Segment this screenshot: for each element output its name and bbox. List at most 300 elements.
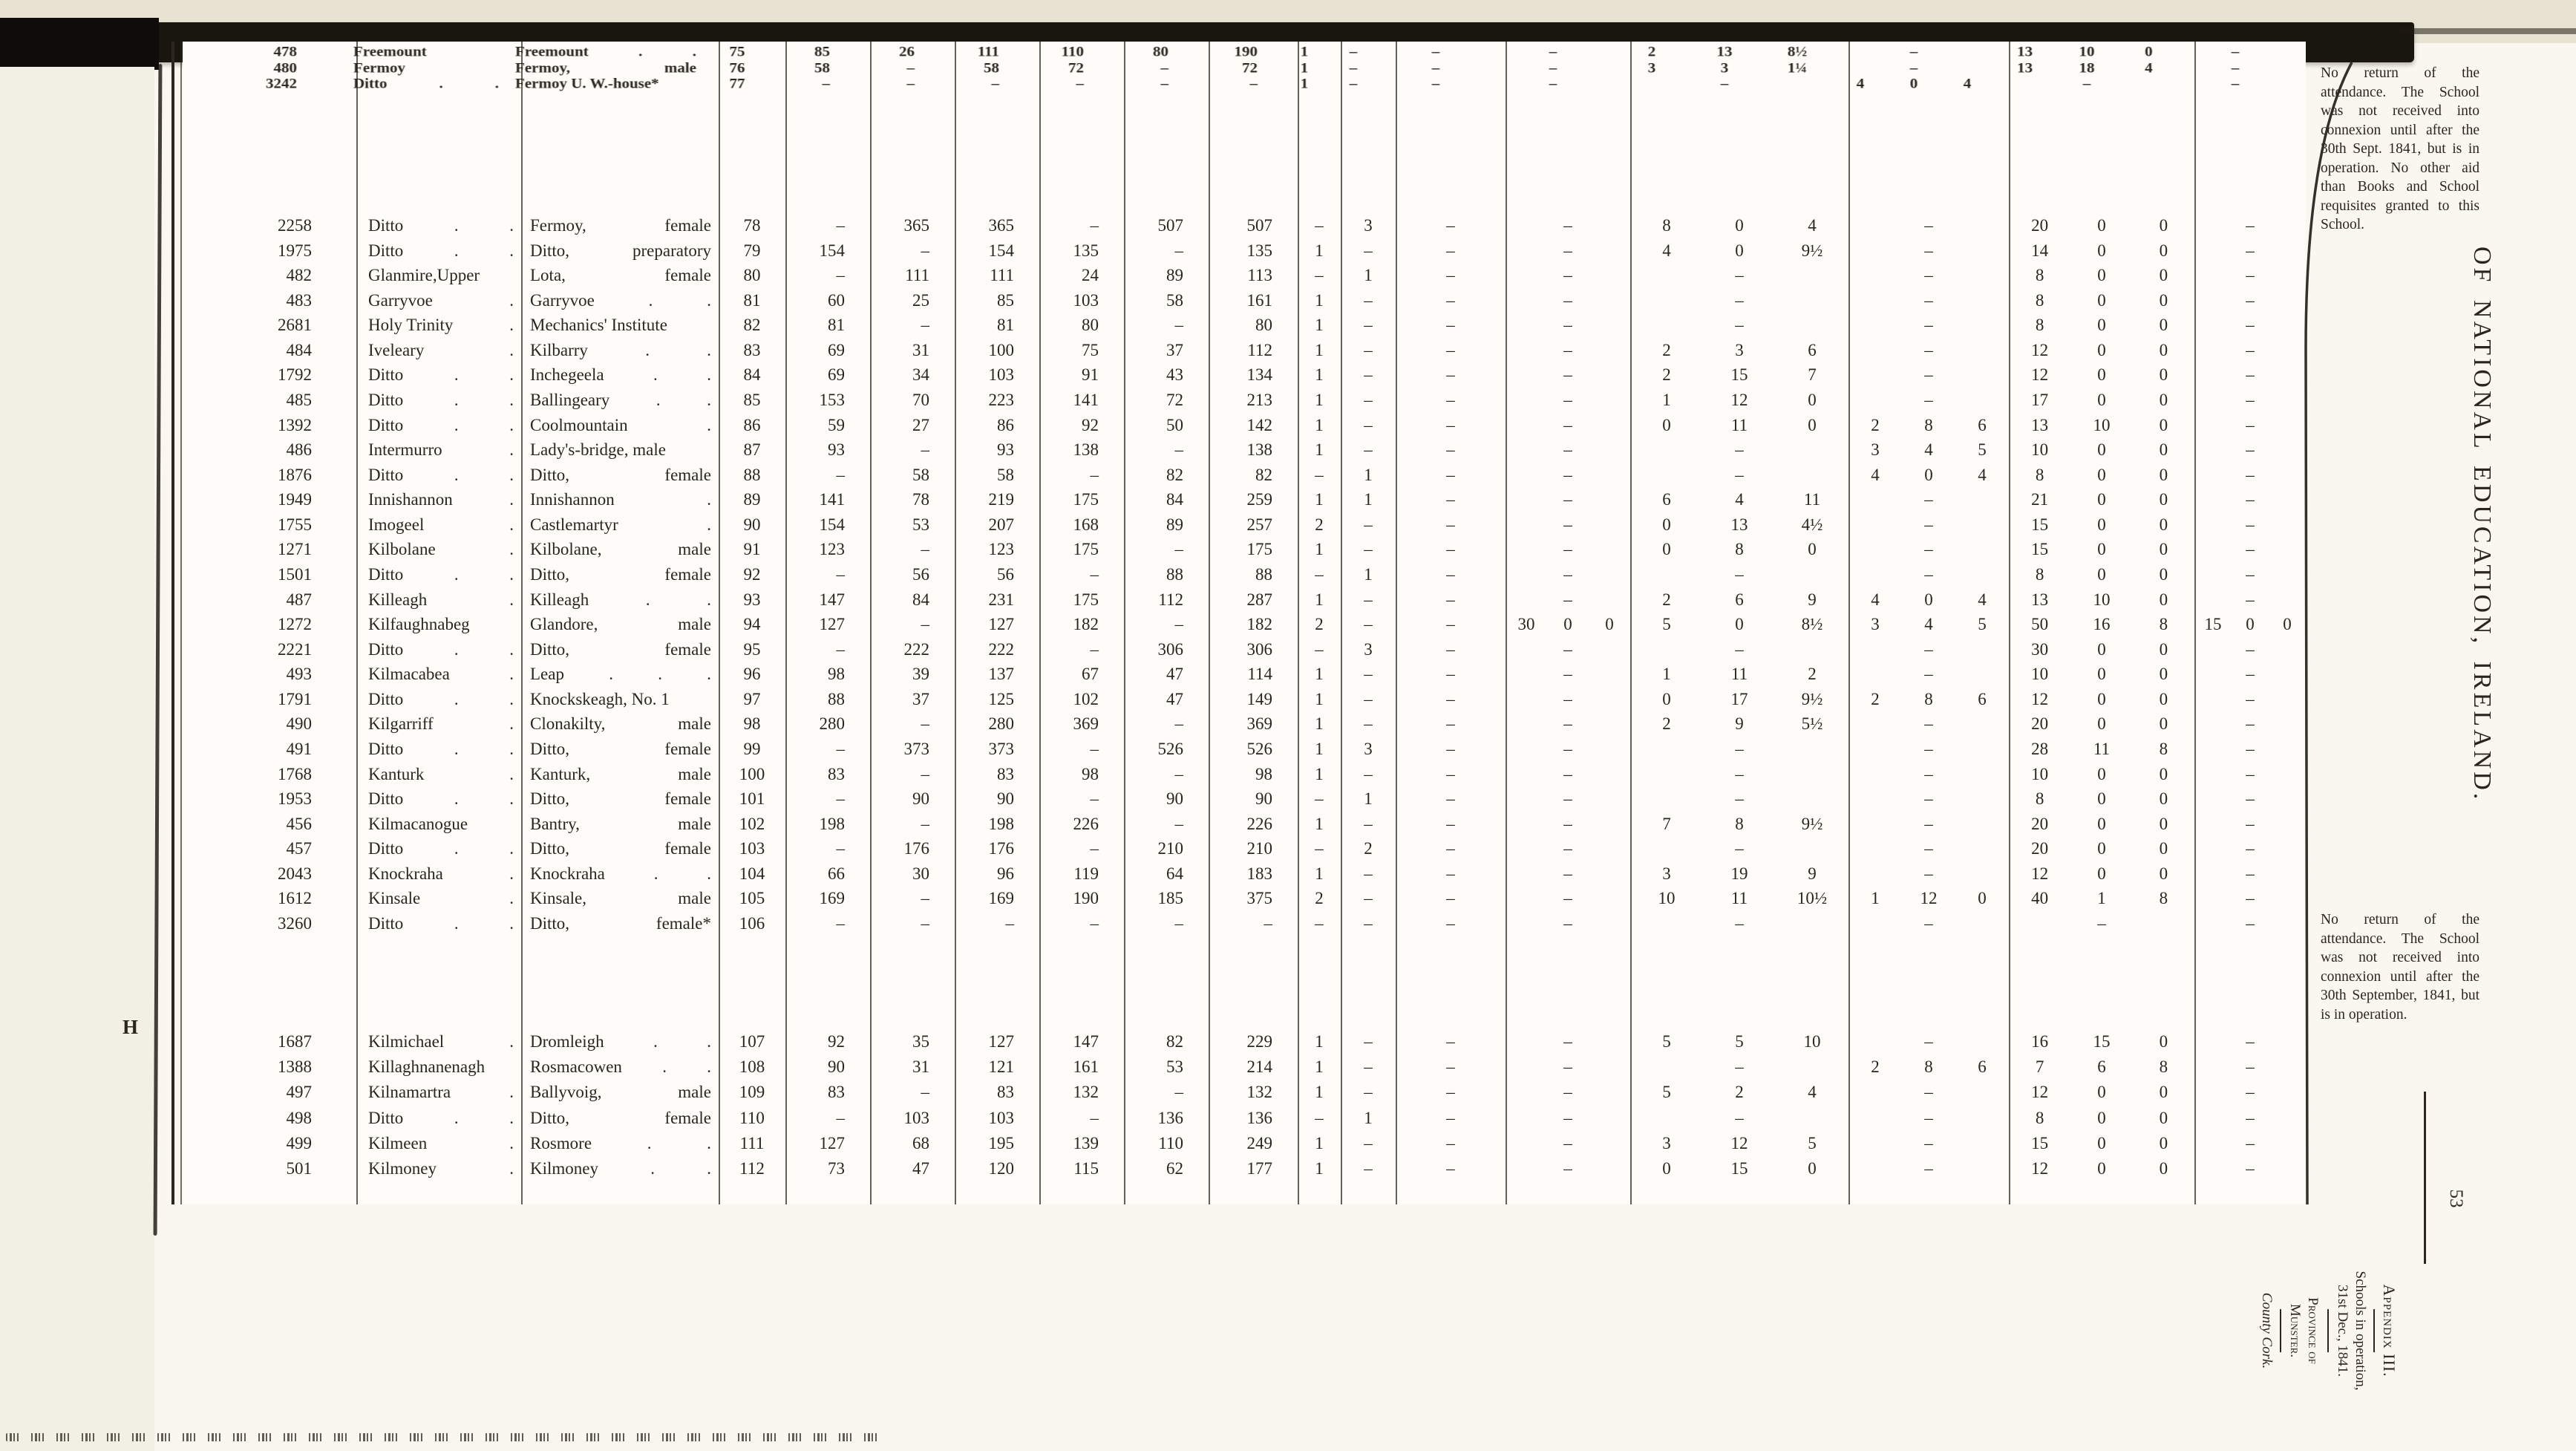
cell-roll: 487	[286, 590, 312, 609]
cell-col16: 2 8 6	[1871, 1057, 1987, 1077]
table-row	[0, 1132, 2316, 1155]
cell-col12: –	[1364, 764, 1373, 783]
cell-col18: –	[2246, 764, 2255, 783]
cell-enrolled: 88 37 125	[828, 689, 1014, 708]
cell-no: 90	[743, 515, 761, 534]
imprint-long-rule	[2424, 1092, 2426, 1264]
cell-no: 92	[743, 564, 761, 584]
table-row	[0, 613, 2316, 636]
cell-col18: –	[2246, 1108, 2255, 1127]
cell-col12: –	[1364, 1133, 1373, 1152]
cell-col18: –	[2246, 1133, 2255, 1152]
cell-parish: Kilmoney .	[368, 1159, 514, 1178]
cell-col11: –	[1315, 913, 1324, 933]
table-row	[0, 863, 2316, 885]
cell-col14: –	[1549, 42, 1557, 60]
cell-col18: –	[2231, 74, 2240, 92]
imprint-schools-line2: 31st Dec., 1841.	[2335, 1284, 2350, 1377]
cell-attending: 175 – 175	[1073, 540, 1272, 559]
cell-col15: 4 0 9½	[1662, 241, 1823, 260]
cell-col16: –	[1924, 789, 1933, 809]
cell-col18: –	[2246, 839, 2255, 858]
cell-col11: 2	[1315, 515, 1324, 534]
cell-col15: –	[1735, 316, 1744, 335]
cell-col17: 12 0 0	[2031, 864, 2168, 883]
clipped-footnote-line	[6, 1433, 886, 1441]
cell-col17: 10 0 0	[2031, 764, 2168, 783]
cell-col17: 13 10 0	[2017, 42, 2153, 60]
cell-school: Ditto, female	[530, 839, 711, 858]
cell-school: Kanturk, male	[530, 764, 711, 783]
cell-parish: Kilmeen .	[368, 1133, 514, 1152]
scan-top-margin-right	[2405, 0, 2576, 43]
cell-col14: –	[1563, 1133, 1572, 1152]
cell-col18: –	[2246, 789, 2255, 809]
cell-col12: –	[1349, 59, 1358, 76]
cell-col14: –	[1563, 490, 1572, 509]
cell-enrolled: 153 70 223	[819, 390, 1014, 409]
cell-col17: 20 0 0	[2031, 714, 2168, 734]
cell-col14: –	[1563, 689, 1572, 708]
cell-col11: 1	[1315, 390, 1324, 409]
cell-col14: –	[1563, 216, 1572, 235]
table-row	[0, 514, 2316, 536]
cell-col12: –	[1364, 1083, 1373, 1102]
cell-no: 97	[743, 689, 761, 708]
cell-school: Knockskeagh, No. 1	[530, 689, 670, 708]
cell-school: Killeagh . .	[530, 590, 711, 609]
cell-col15: 5 2 4	[1662, 1083, 1817, 1102]
cell-attending: 91 43 134	[1082, 365, 1272, 385]
cell-no: 88	[743, 465, 761, 484]
cell-parish: Ditto . .	[368, 913, 514, 933]
cell-attending: 168 89 257	[1073, 515, 1272, 534]
cell-col16: –	[1924, 1159, 1933, 1178]
cell-col15: –	[1735, 839, 1744, 858]
cell-col12: –	[1364, 1032, 1373, 1051]
cell-school: Freemount . .	[515, 42, 696, 60]
cell-col17: –	[2082, 74, 2091, 92]
cell-school: Ballyvoig, male	[530, 1083, 711, 1102]
table-row	[0, 414, 2316, 437]
cell-enrolled: 69 34 103	[828, 365, 1014, 385]
cell-school: Kilbolane, male	[530, 540, 711, 559]
cell-col16: 3 4 5	[1871, 440, 1987, 460]
margin-note-middle: No return of the attendance. The School was not received into connexion until after the 30th September, 1841, but is in operation.	[2321, 912, 2479, 1023]
cell-parish: Holy Trinity .	[368, 316, 514, 335]
cell-school: Lota, female	[530, 266, 711, 285]
cell-col14: –	[1563, 1083, 1572, 1102]
cell-school: Ditto, female	[530, 465, 711, 484]
cell-attending: 226 – 226	[1073, 814, 1272, 833]
cell-enrolled: – 176 176	[836, 839, 1014, 858]
cell-col12: –	[1364, 714, 1373, 734]
cell-col14: –	[1563, 1032, 1572, 1051]
table-row	[0, 538, 2316, 561]
cell-col13: –	[1446, 1057, 1455, 1077]
cell-no: 105	[739, 889, 765, 908]
cell-no: 84	[743, 365, 761, 385]
cell-school: Kilbarry . .	[530, 340, 711, 359]
cell-no: 103	[739, 839, 765, 858]
imprint-block	[2258, 1163, 2466, 1448]
cell-col11: 1	[1315, 590, 1324, 609]
cell-enrolled: 83 – 83	[828, 764, 1014, 783]
table-row	[0, 564, 2316, 586]
cell-col15: –	[1735, 1057, 1744, 1077]
cell-enrolled: 58 – 58	[814, 59, 999, 76]
cell-attending: 175 112 287	[1073, 590, 1272, 609]
cell-col18: –	[2246, 739, 2255, 758]
cell-col13: –	[1446, 764, 1455, 783]
cell-col14: –	[1563, 1108, 1572, 1127]
cell-col18: –	[2246, 814, 2255, 833]
cell-no: 86	[743, 415, 761, 434]
table-row	[0, 639, 2316, 661]
cell-col14: –	[1549, 59, 1557, 76]
cell-roll: 2258	[278, 216, 312, 235]
cell-col18: –	[2246, 216, 2255, 235]
cell-col11: 1	[1315, 316, 1324, 335]
cell-col16: –	[1924, 665, 1933, 684]
cell-col13: –	[1446, 540, 1455, 559]
cell-col13: –	[1446, 689, 1455, 708]
cell-col12: –	[1364, 590, 1373, 609]
cell-col11: –	[1315, 564, 1324, 584]
cell-col16: –	[1924, 515, 1933, 534]
imprint-rule-2	[2327, 1309, 2329, 1352]
cell-roll: 484	[286, 340, 312, 359]
table-row	[0, 887, 2316, 910]
cell-col13: –	[1446, 1083, 1455, 1102]
cell-col16: –	[1924, 839, 1933, 858]
cell-col14: –	[1549, 74, 1557, 92]
cell-roll: 1388	[278, 1057, 312, 1077]
cell-attending: – 88 88	[1090, 564, 1272, 584]
cell-attending: 80 – 80	[1082, 316, 1272, 335]
cell-col16: –	[1909, 59, 1918, 76]
cell-col13: –	[1431, 42, 1440, 60]
cell-attending: 139 110 249	[1073, 1133, 1272, 1152]
cell-col18: –	[2246, 665, 2255, 684]
cell-roll: 493	[286, 665, 312, 684]
cell-col12: 1	[1364, 1108, 1373, 1127]
cell-enrolled: 127 68 195	[819, 1133, 1014, 1152]
table-row	[0, 738, 2316, 760]
cell-attending: 135 – 135	[1073, 241, 1272, 260]
cell-col15: –	[1735, 639, 1744, 659]
cell-no: 109	[739, 1083, 765, 1102]
cell-roll: 499	[286, 1133, 312, 1152]
cell-attending: 132 – 132	[1073, 1083, 1272, 1102]
cell-col11: 1	[1315, 814, 1324, 833]
cell-col17: 20 0 0	[2031, 216, 2168, 235]
cell-school: Ditto, female	[530, 1108, 711, 1127]
cell-attending: – 82 82	[1090, 465, 1272, 484]
cell-attending: 369 – 369	[1073, 714, 1272, 734]
cell-col18: –	[2246, 639, 2255, 659]
cell-col13: –	[1446, 290, 1455, 310]
table-row	[0, 763, 2316, 786]
cell-roll: 1953	[278, 789, 312, 809]
cell-col15: 0 17 9½	[1662, 689, 1823, 708]
cell-col11: 1	[1315, 1133, 1324, 1152]
cell-enrolled: 141 78 219	[819, 490, 1014, 509]
cell-col12: –	[1364, 340, 1373, 359]
cell-parish: Innishannon .	[368, 490, 514, 509]
scanned-report-page: 478 Freemount Freemount . . 75 85 26 111 110 80 190 1 – – – 2 13 8½ – 13 10 0 – 480 Fermoy Fermoy, male 76 58 – 58 72 – 72 1 – – – 3 3 1¼ – 13 18 4 – 3242 Ditto . . Fermoy U. W.-house* 77 – – – – – – 1 – – – – 4 0 4 – – 2258 Ditto . . Fermoy, female 78 – 365 365 – 507 507 – 3 – – 8 0 4 – 20 0 0 – 1975 Ditto . . Ditto, preparatory 79 154 – 154 135 – 135 1 – – – 4 0 9½ – 14 0 0 – 482 Glanmire,Upper Lota, female 80 – 111 111 24 89 113 – 1 – – – – 8 0 0 – 483 Garryvoe . Garryvoe . . 81 60 25 85 103 58 161 1 – – – – – 8 0 0 – 2681 Holy Trinity . Mechanics' Institute 82 81 – 81 80 – 80 1 – – – – – 8 0 0 – 484 Iveleary . Kilbarry . . 83 69 31 100 75 37 112 1 – – – 2 3 6 – 12 0 0 – 1792 Ditto . . Inchegeela . . 84 69 34 103 91 43 134 1 – – – 2 15 7 – 12 0 0 – 485 Ditto . . Ballingeary . . 85 153 70 223 141 72 213 1 – – – 1 12 0 – 17 0 0 – 1392 Ditto . . Coolmountain . 86 59 27 86 92 50 142 1 – – – 0 11 0 2 8 6 13 10 0 – 486 Intermurro . Lady's-bridge, male 87 93 – 93 138 – 138 1 – – – – 3 4 5 10 0 0 – 1876 Ditto . . Ditto, female 88 – 58 58 – 82 82 – 1 – – – 4 0 4 8 0 0 – 1949 Innishannon . Innishannon . 89 141 78 219 175 84 259 1 1 – – 6 4 11 – 21 0 0 – 1755 Imogeel . Castlemartyr . 90 154 53 207 168 89 257 2 – – – 0 13 4½ – 15 0 0 – 1271 Kilbolane . Kilbolane, male 91 123 – 123 175 – 175 1 – – – 0 8 0 – 15 0 0 – 1501 Ditto . . Ditto, female 92 – 56 56 – 88 88 – 1 – – – – 8 0 0 – 487 Killeagh . Killeagh . . 93 147 84 231 175 112 287 1 – – – 2 6 9 4 0 4 13 10 0 – 1272 Kilfaughnabeg Glandore, male 94 127 – 127 182 – 182 2 – – 30 0 0 5 0 8½ 3 4 5 50 16 8 15 0 0 2221 Ditto . . Ditto, female 95 – 222 222 – 306 306 – 3 – – – – 30 0 0 – 493 Kilmacabea . Leap . . . 96 98 39 137 67 47 114 1 – – – 1 11 2 – 10 0 0 – 1791 Ditto . . Knockskeagh, No. 1 97 88 37 125 102 47 149 1 – – – 0 17 9½ 2 8 6 12 0 0 – 490 Kilgarriff . Clonakilty, male 98 280 – 280 369 – 369 1 – – – 2 9 5½ – 20 0 0 – 491 Ditto . . Ditto, female 99 – 373 373 – 526 526 1 3 – – – – 28 11 8 – 1768 Kanturk . Kanturk, male 100 83 – 83 98 – 98 1 – – – – – 10 0 0 – 1953 Ditto . . Ditto, female 101 – 90 90 – 90 90 – 1 – – – – 8 0 0 – 456 Kilmacanogue Bantry, male 102 198 – 198 226 – 226 1 – – – 7 8 9½ – 20 0 0 – 457 Ditto . . Ditto, female 103 – 176 176 – 210 210 – 2 – – – – 20 0 0 – 2043 Knockraha . Knockraha . . 104 66 30 96 119 64 183 1 – – – 3 19 9 – 12 0 0 – 1612 Kinsale . Kinsale, male 105 169 – 169 190 185 375 2 – – – 10 11 10½ 1 12 0 40 1 8 – 3260 Ditto . . Ditto, female* 106 – – – – – – – – – – – – – – 1687 Kilmichael . Dromleigh . . 107 92 35 127 147 82 229 1 – – – 5 5 10 – 16 15 0 – 1388 Killaghnanenagh Rosmacowen . . 108 90 31 121 161 53 214 1 – – – – 2 8 6 7 6 8 – 497 Kilnamartra . Ballyvoig, male 109 83 – 83 132 – 132 1 – – – 5 2 4 – 12 0 0 – 498 Ditto . . Ditto, female 110 – 103 103 – 136 136 – 1 – – – – 8 0 0 – 499 Kilmeen . Rosmore . . 111 127 68 195 139 110 249 1 – – – 3 12 5 – 15 0 0 – 501 Kilmoney . Kilmoney . . 112 73 47 120 115 62 177 1 – – – 0 15 0 – 12 0 0 – H No return of the attendance. The School was not received into connexion until after the 30th Sept. 1841, but is in operation. No other aid than Books and School requisites granted to this School. No return of the attendance. The School was not received into connexion until after the 30th September, 1841, but is in operation. OF NATIONAL EDUCATION, IRELAND. 53 Appendix III. Schools in operation, 31st Dec., 1841. Province of Munster. County Cork.	[0, 0, 2576, 1451]
cell-col16: 4 0 4	[1856, 74, 1972, 92]
cell-parish: Kilfaughnabeg	[368, 615, 470, 634]
cell-col14: –	[1563, 739, 1572, 758]
cell-roll: 1768	[278, 764, 312, 783]
cell-attending: 75 37 112	[1082, 340, 1272, 359]
cell-attending: 102 47 149	[1073, 689, 1272, 708]
cell-col14: –	[1563, 440, 1572, 460]
table-row	[0, 240, 2316, 262]
cell-col13: –	[1446, 864, 1455, 883]
cell-parish: Ditto . .	[368, 465, 514, 484]
cell-col16: 3 4 5	[1871, 615, 1987, 634]
cell-col13: –	[1446, 615, 1455, 634]
cell-enrolled: 59 27 86	[828, 415, 1014, 434]
cell-school: Ditto, female	[530, 789, 711, 809]
cell-col13: –	[1431, 74, 1440, 92]
cell-col14: –	[1563, 889, 1572, 908]
cell-col17: 14 0 0	[2031, 241, 2168, 260]
cell-col16: –	[1924, 340, 1933, 359]
cell-col16: –	[1924, 266, 1933, 285]
cell-col17: 40 1 8	[2031, 889, 2168, 908]
scan-top-margin	[0, 0, 2576, 25]
cell-col17: 7 6 8	[2035, 1057, 2168, 1077]
cell-school: Rosmacowen . .	[530, 1057, 711, 1077]
cell-col18: –	[2246, 913, 2255, 933]
cell-enrolled: 73 47 120	[828, 1159, 1014, 1178]
cell-col11: 2	[1315, 615, 1324, 634]
cell-enrolled: – 90 90	[836, 789, 1014, 809]
cell-parish: Killaghnanenagh	[368, 1057, 486, 1077]
cell-col15: 5 5 10	[1662, 1032, 1821, 1051]
cell-col12: 1	[1364, 490, 1373, 509]
cell-col11: 1	[1300, 59, 1309, 76]
cell-parish: Freemount	[353, 42, 427, 60]
cell-col11: 1	[1315, 540, 1324, 559]
cell-col14: 30 0 0	[1517, 615, 1614, 634]
cell-col12: –	[1364, 913, 1373, 933]
cell-col16: –	[1924, 864, 1933, 883]
cell-col18: 15 0 0	[2204, 615, 2292, 634]
cell-col14: –	[1563, 864, 1572, 883]
cell-col12: 1	[1364, 465, 1373, 484]
cell-no: 76	[729, 59, 745, 76]
imprint-rule-1	[2373, 1309, 2375, 1352]
cell-col12: –	[1364, 290, 1373, 310]
cell-col13: –	[1446, 241, 1455, 260]
cell-col14: –	[1563, 515, 1572, 534]
cell-col11: 1	[1315, 241, 1324, 260]
cell-enrolled: 81 – 81	[828, 316, 1014, 335]
cell-roll: 1755	[278, 515, 312, 534]
cell-col15: 0 13 4½	[1662, 515, 1823, 534]
cell-enrolled: 66 30 96	[828, 864, 1014, 883]
cell-col17: 8 0 0	[2035, 564, 2168, 584]
cell-col18: –	[2246, 415, 2255, 434]
cell-col12: –	[1364, 365, 1373, 385]
cell-col15: –	[1735, 564, 1744, 584]
table-row	[0, 73, 2301, 94]
cell-no: 78	[743, 216, 761, 235]
cell-col18: –	[2246, 465, 2255, 484]
cell-no: 106	[739, 913, 765, 933]
cell-parish: Kilbolane .	[368, 540, 514, 559]
cell-col17: 10 0 0	[2031, 440, 2168, 460]
imprint-province-line2: Munster.	[2287, 1303, 2303, 1358]
cell-col11: –	[1315, 1108, 1324, 1127]
cell-col15: 0 11 0	[1662, 415, 1817, 434]
cell-col15: –	[1735, 913, 1744, 933]
cell-no: 101	[739, 789, 765, 809]
cell-col12: –	[1349, 42, 1358, 60]
cell-col11: –	[1315, 465, 1324, 484]
cell-enrolled: – 103 103	[836, 1108, 1014, 1127]
table-row	[0, 290, 2316, 312]
cell-enrolled: 83 – 83	[828, 1083, 1014, 1102]
cell-col14: –	[1563, 839, 1572, 858]
cell-enrolled: – 111 111	[836, 266, 1014, 285]
cell-no: 89	[743, 490, 761, 509]
cell-col15: 5 0 8½	[1662, 615, 1823, 634]
cell-enrolled: – 222 222	[836, 639, 1014, 659]
cell-col17: 8 0 0	[2035, 316, 2168, 335]
cell-no: 81	[743, 290, 761, 310]
cell-col13: –	[1446, 266, 1455, 285]
cell-col13: –	[1446, 590, 1455, 609]
cell-parish: Ditto . .	[368, 365, 514, 385]
cell-no: 95	[743, 639, 761, 659]
cell-col12: –	[1364, 440, 1373, 460]
cell-col13: –	[1446, 1032, 1455, 1051]
cell-col13: –	[1446, 665, 1455, 684]
cell-parish: Glanmire,Upper	[368, 266, 480, 285]
cell-parish: Knockraha .	[368, 864, 514, 883]
table-row	[0, 1158, 2316, 1180]
cell-attending: 110 80 190	[1061, 42, 1258, 60]
cell-no: 98	[743, 714, 761, 734]
cell-col13: –	[1446, 739, 1455, 758]
cell-col15: –	[1735, 266, 1744, 285]
cell-col15: 3 12 5	[1662, 1133, 1817, 1152]
cell-roll: 1949	[278, 490, 312, 509]
cell-no: 79	[743, 241, 761, 260]
cell-roll: 1687	[278, 1032, 312, 1051]
table-row	[0, 663, 2316, 685]
cell-col14: –	[1563, 564, 1572, 584]
cell-school: Ditto, female	[530, 564, 711, 584]
cell-no: 94	[743, 615, 761, 634]
cell-parish: Ditto . .	[368, 689, 514, 708]
cell-col14: –	[1563, 913, 1572, 933]
cell-col11: –	[1315, 266, 1324, 285]
cell-col12: –	[1364, 515, 1373, 534]
cell-school: Kinsale, male	[530, 889, 711, 908]
imprint-county: County Cork.	[2259, 1292, 2275, 1369]
table-row	[0, 489, 2316, 511]
cell-col17: 13 18 4	[2017, 59, 2153, 76]
cell-col18: –	[2246, 1032, 2255, 1051]
cell-col17: –	[2097, 913, 2106, 933]
cell-col11: 1	[1315, 739, 1324, 758]
cell-col17: 17 0 0	[2031, 390, 2168, 409]
cell-no: 112	[739, 1159, 765, 1178]
cell-col11: 1	[1315, 665, 1324, 684]
cell-col12: –	[1364, 665, 1373, 684]
cell-enrolled: – – –	[836, 913, 1014, 933]
cell-roll: 490	[286, 714, 312, 734]
cell-col17: 8 0 0	[2035, 465, 2168, 484]
cell-col14: –	[1563, 590, 1572, 609]
cell-col12: 1	[1364, 789, 1373, 809]
cell-col16: 1 12 0	[1871, 889, 1987, 908]
cell-col15: 10 11 10½	[1658, 889, 1828, 908]
table-row	[0, 264, 2316, 287]
cell-enrolled: – 58 58	[836, 465, 1014, 484]
cell-roll: 1271	[278, 540, 312, 559]
cell-attending: – 210 210	[1090, 839, 1272, 858]
cell-no: 85	[743, 390, 761, 409]
cell-col15: 6 4 11	[1662, 490, 1821, 509]
cell-col13: –	[1446, 913, 1455, 933]
cell-roll: 498	[286, 1108, 312, 1127]
cell-col11: 1	[1315, 440, 1324, 460]
cell-school: Garryvoe . .	[530, 290, 711, 310]
cell-roll: 482	[286, 266, 312, 285]
cell-roll: 1791	[278, 689, 312, 708]
cell-col16: –	[1924, 764, 1933, 783]
cell-roll: 485	[286, 390, 312, 409]
cell-col16: –	[1924, 490, 1933, 509]
cell-col13: –	[1446, 216, 1455, 235]
cell-col16: –	[1924, 1108, 1933, 1127]
cell-col11: –	[1315, 639, 1324, 659]
cell-col11: 1	[1315, 689, 1324, 708]
cell-enrolled: 123 – 123	[819, 540, 1014, 559]
table-row	[0, 1107, 2316, 1129]
cell-col15: 2 13 8½	[1647, 42, 1808, 60]
cell-col17: 8 0 0	[2035, 266, 2168, 285]
table-row	[0, 215, 2316, 237]
cell-col11: –	[1315, 839, 1324, 858]
cell-parish: Kilnamartra .	[368, 1083, 514, 1102]
cell-roll: 486	[286, 440, 312, 460]
cell-col16: –	[1924, 1032, 1933, 1051]
cell-col18: –	[2246, 340, 2255, 359]
cell-col18: –	[2246, 864, 2255, 883]
cell-col17: 15 0 0	[2031, 515, 2168, 534]
cell-col15: 2 15 7	[1662, 365, 1817, 385]
cell-col12: 3	[1364, 739, 1373, 758]
cell-col12: 3	[1364, 639, 1373, 659]
cell-col12: 1	[1364, 266, 1373, 285]
cell-no: 96	[743, 665, 761, 684]
cell-col18: –	[2246, 365, 2255, 385]
cell-enrolled: 85 26 111	[814, 42, 999, 60]
cell-parish: Iveleary .	[368, 340, 514, 359]
cell-col18: –	[2246, 564, 2255, 584]
appendix-title: Appendix III.	[2380, 1284, 2399, 1377]
cell-col13: –	[1446, 889, 1455, 908]
cell-parish: Kanturk .	[368, 764, 514, 783]
